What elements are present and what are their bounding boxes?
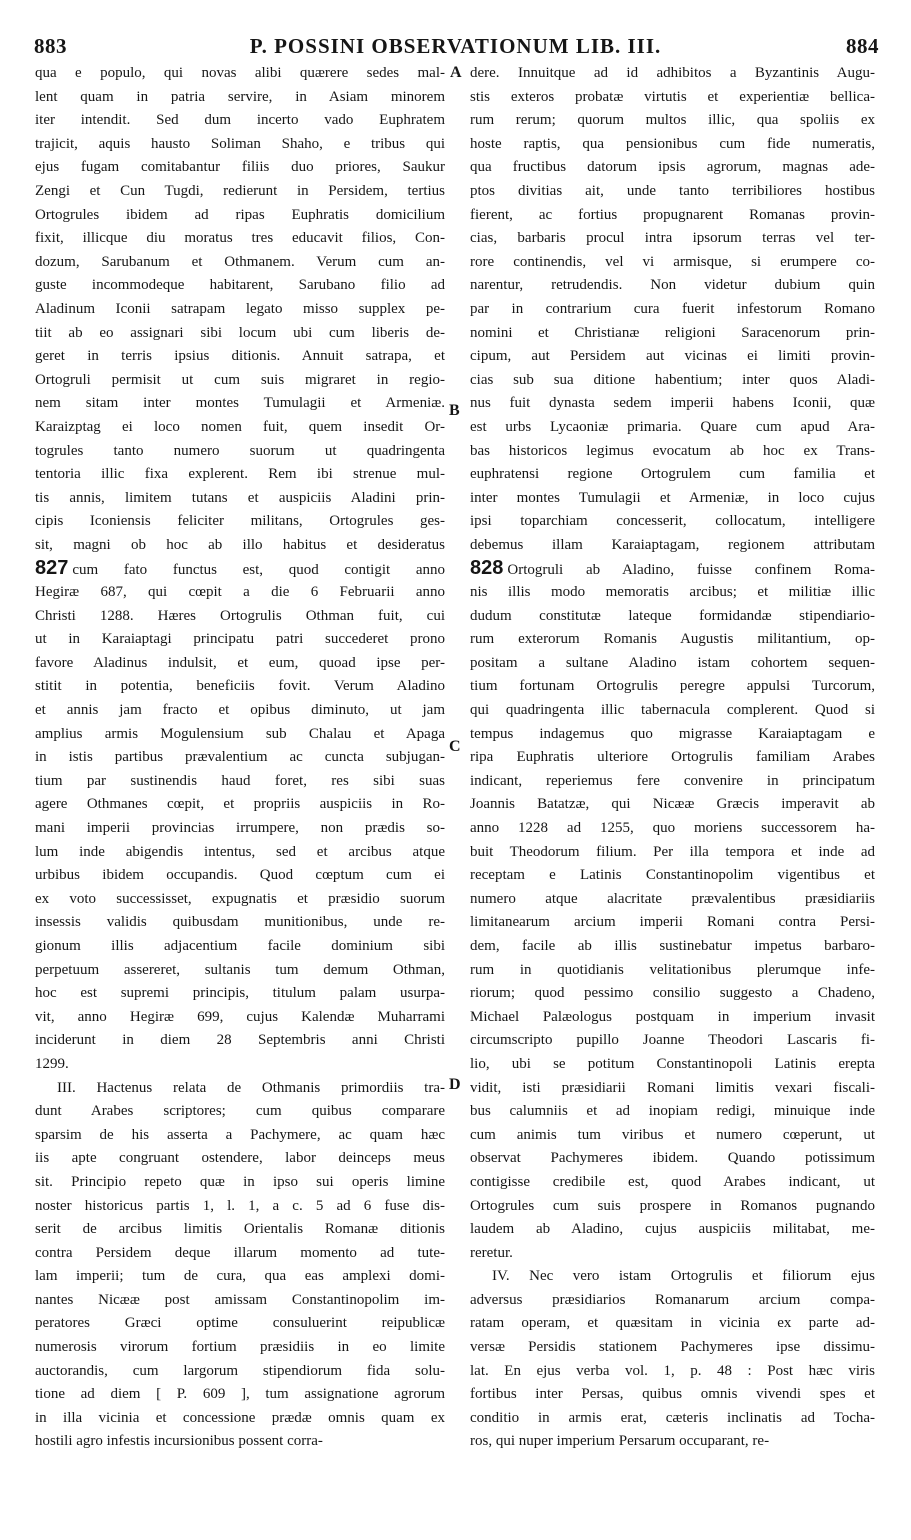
text-line <box>35 557 445 581</box>
text-line: rum in quotidianis velitationibus plerumque infe- <box>470 961 875 978</box>
text-line: Joannis Batatzæ, qui Nicææ Græcis imperavit ab <box>470 796 875 813</box>
text-line: auctorandis, cum largorum stipendiorum fida solu- <box>35 1362 445 1379</box>
text-line: euphratensi regione Ortogrulem cum familia et <box>470 466 875 483</box>
text-line: vit, anno Hegiræ 699, cujus Kalendæ Muharrami <box>35 1008 445 1025</box>
text-line: Michael Palæologus postquam in imperium invasit <box>470 1008 875 1025</box>
text-line: ripa Euphratis ulteriore Ortogrulis familiam Arabes <box>470 749 875 766</box>
text-line: riorum; quod pessimo consilio suggesto a Chadeno, <box>470 985 875 1002</box>
text-line: Ortogrules ibidem ad ripas Euphratis domicilium <box>35 206 445 223</box>
text-line: in illa vicinia et concessione prædæ omnis quam ex <box>35 1409 445 1426</box>
text-line: tium par sustinendis haud foret, res sibi suas <box>35 772 445 789</box>
text-line: sparsim de his asserta a Pachymere, ac quam hæc <box>35 1126 445 1143</box>
text-line: Christi 1288. Hæres Ortogrulis Othman fuit, cui <box>35 607 445 624</box>
text-line: vidit, isti præsidiarii Romani limitis vexari fiscali- <box>470 1079 875 1096</box>
text-line: cias, barbaris procul intra ipsorum terras vel ter- <box>470 230 875 247</box>
text-line: receptam e Latinis Constantinopolim vigentibus et <box>470 867 875 884</box>
text-line: limitanearum arcium imperii Romani contra Persi- <box>470 914 875 931</box>
text-line: narentur, retrudendis. Non videtur dubium quin <box>470 277 875 294</box>
section-marker-a: A <box>450 64 462 81</box>
text-line: cipis Iconiensis feliciter militans, Ortogrules ges- <box>35 513 445 530</box>
section-marker-d: D <box>449 1076 461 1093</box>
text-line: debemus illam Karaiaptagam, regionem attributam <box>470 536 875 553</box>
text-line: cipum, aut Persidem aut vicinas ei limiti provin- <box>470 348 875 365</box>
text-line: guste incommodeque habitarent, Sarubano filio ad <box>35 277 445 294</box>
text-line: cias sub sua ditione habentium; inter quos Aladi- <box>470 371 875 388</box>
text-line: hoste raptis, qua pensionibus cum fide numeratis, <box>470 135 875 152</box>
text-line: iis apte congruant ostendere, labor deinceps meus <box>35 1150 445 1167</box>
section-marker-c: C <box>449 738 461 755</box>
text-line: qua fructibus datorum ipsis agrorum, magnas ade- <box>470 159 875 176</box>
text-line: nantes Nicææ post amissam Constantinopolim im- <box>35 1291 445 1308</box>
text-line: Ortogrules cum suis prospere in Romanos pugnando <box>470 1197 875 1214</box>
text-line: ejus fugam comitabantur filiis duo priores, Saukur <box>35 159 445 176</box>
text-line: sit. Principio repeto quæ in ipso sui operis limine <box>35 1173 445 1190</box>
text-line: dozum, Sarubanum et Othmanem. Verum cum an- <box>35 253 445 270</box>
text-line: lum inde abigendis intentus, sed et arcibus atque <box>35 843 445 860</box>
text-line: numerosis virorum fortium præsidiis in eo limite <box>35 1339 445 1356</box>
text-line: laudem ab Aladino, cujus auspiciis militabat, me- <box>470 1221 875 1238</box>
text-line: tentoria illic fixa explerent. Rem ibi strenue mul- <box>35 466 445 483</box>
text-line: rum rerum; quorum multos illic, qua spoliis ex <box>470 112 875 129</box>
text-line: bus calumniis et ad inopiam redigi, minuique inde <box>470 1103 875 1120</box>
text-line: inter montes Tumulagii et Armeniæ, in loco cujus <box>470 489 875 506</box>
text-line: Karaizptag ei loco nomen fuit, quem insedit Or- <box>35 418 445 435</box>
page-number-left: 883 <box>34 34 67 58</box>
text-line: lat. En ejus verba vol. 1, p. 48 : Post hæc viris <box>470 1362 875 1379</box>
text-line: observat Pachymeres ibidem. Quando potissimum <box>470 1150 875 1167</box>
text-line: versæ Persidis stationem Pachymeres ipse dissimu- <box>470 1339 875 1356</box>
text-line: IV. Nec vero istam Ortogrulis et filiorum ejus <box>492 1268 875 1285</box>
text-line: insessis validis quibusdam munitionibus, unde re- <box>35 914 445 931</box>
text-line: dem, facile ab illis sustinebatur impetus barbaro- <box>470 937 875 954</box>
text-line: hostili agro infestis incursionibus possent corra- <box>35 1433 323 1450</box>
text-line: nomini et Christianæ religioni Saracenorum prin- <box>470 324 875 341</box>
text-line: lam imperii; tum de cura, qua eas amplexi domi- <box>35 1268 445 1285</box>
text-line: contigisse credibile est, quod Arabes indicant, ut <box>470 1173 875 1190</box>
section-marker-b: B <box>449 402 460 419</box>
text-line: contra Persidem deque illarum momento ad tute- <box>35 1244 445 1261</box>
text-line: numero atque alacritate prævalentibus præsidiariis <box>470 890 875 907</box>
text-line: togrules tanto numero suorum ut quadringenta <box>35 442 445 459</box>
text-line-content: cum fato functus est, quod contigit anno <box>72 562 445 579</box>
text-line: noster historicus partis 1, l. 1, a c. 5 ad 6 fuse dis- <box>35 1197 445 1214</box>
text-line: III. Hactenus relata de Othmanis primordiis tra- <box>57 1079 445 1096</box>
right-column <box>470 62 875 1454</box>
text-line: stitit in potentia, beneficiis fovit. Verum Aladino <box>35 678 445 695</box>
text-line: fixit, illicque diu moratus tres educavit filios, Con- <box>35 230 445 247</box>
text-line: ex voto successisset, expugnatis et præsidio suorum <box>35 890 445 907</box>
margin-number: 828 <box>470 557 504 580</box>
text-line: ptos divitias ait, unde tanto terribiliores hostibus <box>470 182 875 199</box>
text-line: qui quadringenta illic tabernacula complerent. Quod si <box>470 702 875 719</box>
left-column <box>35 62 445 1454</box>
text-line: et annis jam fracto et opibus diminuto, ut jam <box>35 702 445 719</box>
text-line: perpetuum assereret, sultanis tum demum Othman, <box>35 961 445 978</box>
text-line: dere. Innuitque ad id adhibitos a Byzantinis Augu- <box>470 65 875 81</box>
text-line: serit de arcibus limitis Orientalis Romanæ ditionis <box>35 1221 445 1238</box>
text-line: reretur. <box>470 1244 513 1261</box>
text-line: ros, qui nuper imperium Persarum occuparant, re- <box>470 1433 770 1450</box>
text-line: geret in terris ipsius ditionis. Annuit satrapa, et <box>35 348 445 365</box>
text-line: ipsi toparchiam concesserit, collocatum, intelligere <box>470 513 875 530</box>
text-line: dudum constitutæ lateque formidandæ stipendiario- <box>470 607 875 624</box>
text-line: buit Theodorum filium. Per illa tempora et inde ad <box>470 843 875 860</box>
text-line: bas historicos legimus evocatum ab hoc ex Trans- <box>470 442 875 459</box>
text-line: gionum illis adjacentium facile dominium sibi <box>35 937 445 954</box>
text-line: 1299. <box>35 1055 69 1072</box>
page-number-right: 884 <box>846 34 879 58</box>
text-line: conditio in armis erat, cæteris inclinatis ad Tocha- <box>470 1409 875 1426</box>
text-line: in istis partibus prævalentium ac cuncta subjugan- <box>35 749 445 766</box>
text-line: Aladinum Iconii satrapam legato misso supplex pe- <box>35 300 445 317</box>
text-line: dunt Arabes scriptores; cum quibus comparare <box>35 1103 445 1120</box>
text-line: tiit ab eo assignari sibi locum ubi cum liberis de- <box>35 324 445 341</box>
text-line: trajicit, aquis hausto Soliman Shaho, e tribus qui <box>35 135 445 152</box>
text-line: sit, magni ob hoc ab illo habitus et desideratus <box>35 536 445 553</box>
text-line: fortibus inter Persas, quibus omnis vivendi spes et <box>470 1386 875 1403</box>
text-line: inciderunt in diem 28 Septembris anni Christi <box>35 1032 445 1049</box>
text-line: Hegiræ 687, qui cœpit a die 6 Februarii anno <box>35 584 445 601</box>
text-line-content: Ortogruli ab Aladino, fuisse confinem Roma- <box>507 562 875 579</box>
text-line: adversus præsidiarios Romanarum arcium compa- <box>470 1291 875 1308</box>
text-line: positam a sultane Aladino istam cohortem sequen- <box>470 654 875 671</box>
text-line: rore continendis, vel vi armisque, si erumpere co- <box>470 253 875 270</box>
text-line: cum animis tum viribus et numero cœperunt, ut <box>470 1126 875 1143</box>
text-line: rum exterorum Romanis Augustis militantium, op- <box>470 631 875 648</box>
text-line: tium fortunam Ortogrulis peregre appulsi Turcorum, <box>470 678 875 695</box>
margin-number: 827 <box>35 557 69 580</box>
text-line: tione ad diem [ P. 609 ], tum assignatione agrorum <box>35 1386 445 1403</box>
text-line: tempus indagemus quo migrasse Karaiaptagam e <box>470 725 875 742</box>
text-line: nis illis modo memoratis arcibus; et militiæ illic <box>470 584 875 601</box>
text-line: mani imperii provincias irrumpere, non prædis so- <box>35 820 445 836</box>
text-line: nem sitam inter montes Tumulagii et Armeniæ. <box>35 395 445 412</box>
text-line: nus fuit dynasta sedem imperii habens Iconii, quæ <box>470 395 875 412</box>
text-line: qua e populo, qui novas alibi quærere sedes mal- <box>35 65 445 81</box>
text-line: est urbs Lycaoniæ primaria. Quare cum apud Ara- <box>470 418 875 435</box>
text-line: amplius armis Mogulensium sub Chalau et Apaga <box>35 725 445 742</box>
text-line: lent quam in patria servire, in Asiam minorem <box>35 88 445 105</box>
text-line: iter intendit. Sed dum incerto vado Euphratem <box>35 112 445 129</box>
text-line: circumscripto pupillo Joanne Theodori Lascaris fi- <box>470 1032 875 1049</box>
text-line: ratam operam, et quæsitam in vicinia ex parte ad- <box>470 1315 875 1332</box>
text-line: anno 1228 ad 1255, quo moriens successorem ha- <box>470 820 875 836</box>
text-line: peratores Græci optime consuluerint reipublicæ <box>35 1315 445 1332</box>
text-line: ut in Karaiaptagi principatu patri succederet prono <box>35 631 445 648</box>
text-line: indicant, reperiemus fere convenire in principatum <box>470 772 875 789</box>
text-line: stis exteros probatæ virtutis et experientiæ bellica- <box>470 88 875 105</box>
text-line: Zengi et Cun Tugdi, redierunt in Persidem, tertius <box>35 182 445 199</box>
text-line: fierent, ac fortius propugnarent Romanas provin- <box>470 206 875 223</box>
running-title: P. POSSINI OBSERVATIONUM LIB. III. <box>249 34 662 58</box>
text-line: par in contrarium cura fuerit infestorum Romano <box>470 300 875 317</box>
text-line <box>470 557 875 581</box>
text-line: urbibus ibidem occupandis. Quod cœptum cum ei <box>35 867 445 884</box>
text-line: lio, ubi se potitum Constantinopoli Latinis erepta <box>470 1055 875 1072</box>
text-line: Ortogruli permisit ut cum suis migraret in regio- <box>35 371 445 388</box>
text-line: tis annis, limitem tutans et auspiciis Aladini prin- <box>35 489 445 506</box>
text-line: hoc est supremi principis, titulum palam usurpa- <box>35 985 445 1002</box>
text-line: agere Othmanes cœpit, et propriis auspiciis in Ro- <box>35 796 445 813</box>
text-line: favore Aladinus indulsit, et eum, quoad ipse per- <box>35 654 445 671</box>
